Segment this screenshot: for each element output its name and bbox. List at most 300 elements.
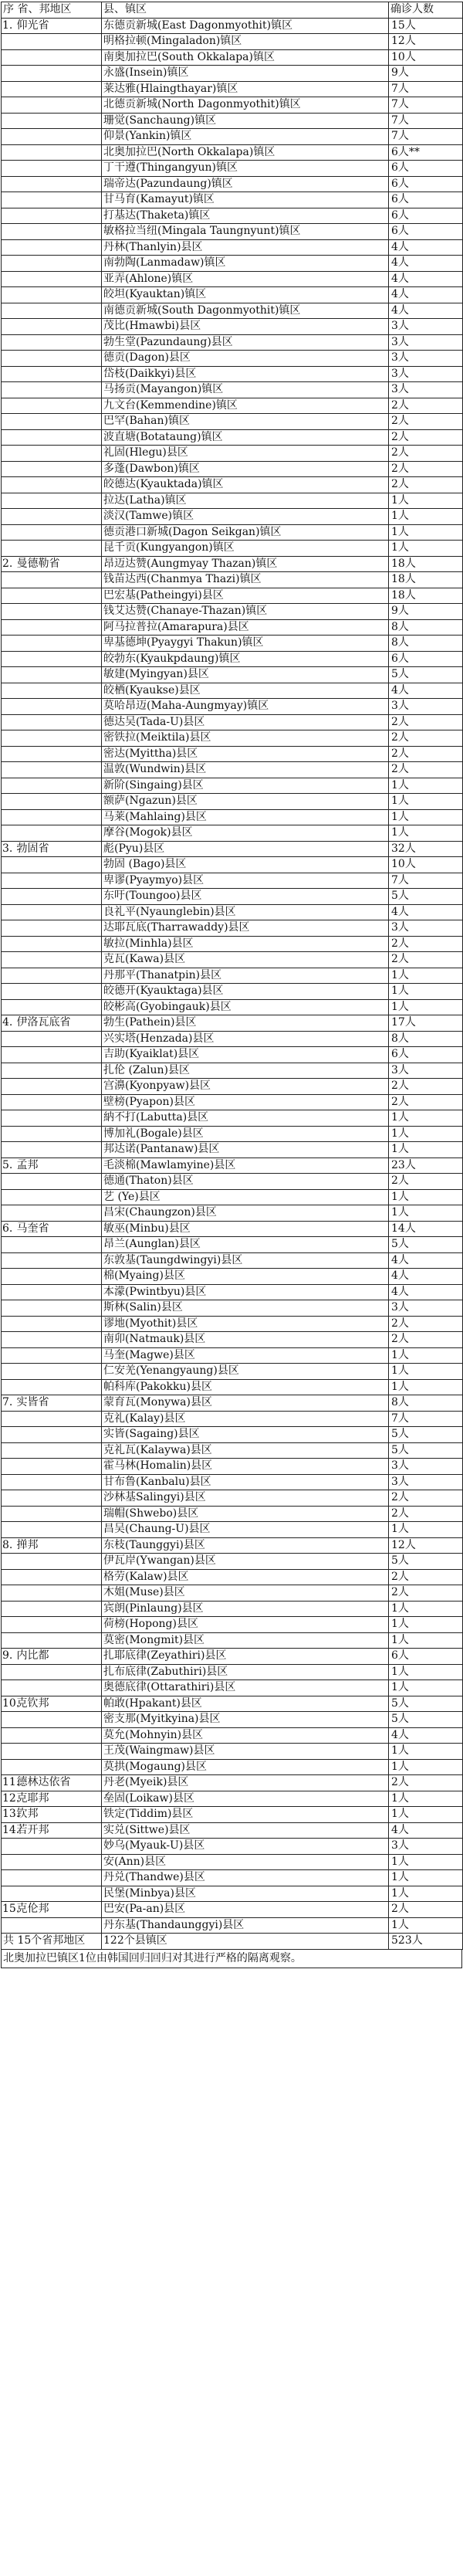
table-row xyxy=(2,493,463,509)
case-count: 1人 xyxy=(389,809,463,825)
province-name-empty xyxy=(15,968,102,984)
total-label: 共 15个省邦地区 xyxy=(2,1934,102,1950)
township-name: 南卯(Natmauk)县区 xyxy=(102,1332,389,1348)
case-count: 3人 xyxy=(389,920,463,937)
case-count: 5人 xyxy=(389,889,463,905)
province-name: 掸邦 xyxy=(15,1537,102,1554)
township-name: 东枝(Taunggyi)县区 xyxy=(102,1537,389,1554)
township-name: 宫濞(Kyonpyaw)县区 xyxy=(102,1079,389,1095)
table-row xyxy=(2,651,463,667)
province-name-empty xyxy=(15,651,102,667)
township-name: 钱艾达赞(Chanaye-Thazan)镇区 xyxy=(102,604,389,620)
table-row xyxy=(2,1063,463,1079)
case-count: 2人 xyxy=(389,429,463,446)
township-name: 莫哈昂迈(Maha-Aungmyay)镇区 xyxy=(102,699,389,715)
province-name-empty xyxy=(15,49,102,66)
case-count: 7人 xyxy=(389,873,463,889)
province-name-empty xyxy=(15,477,102,493)
province-index: 2. xyxy=(2,556,15,572)
township-name: 伊瓦岸(Ywangan)县区 xyxy=(102,1554,389,1570)
province-name: 钦邦 xyxy=(15,1807,102,1823)
township-name: 阿马拉普拉(Amarapura)县区 xyxy=(102,619,389,636)
province-index-empty xyxy=(2,161,15,177)
township-name: 博加礼(Bogale)县区 xyxy=(102,1126,389,1142)
table-row xyxy=(2,1791,463,1807)
table-row xyxy=(2,1379,463,1395)
province-name-empty xyxy=(15,81,102,97)
province-name-empty xyxy=(15,1142,102,1158)
province-name-empty xyxy=(15,208,102,224)
header-province-label: 省、邦地区 xyxy=(17,3,72,15)
township-name: 扎布底律(Zabuthiri)县区 xyxy=(102,1664,389,1680)
table-row xyxy=(2,857,463,873)
table-row xyxy=(2,414,463,430)
province-name: 若开邦 xyxy=(15,1822,102,1839)
cases-table xyxy=(1,2,463,1950)
township-name: 东德贡新城(East Dagonmyothit)镇区 xyxy=(102,18,389,34)
township-name: 礼固(Hlegu)县区 xyxy=(102,446,389,462)
province-index-empty xyxy=(2,999,15,1015)
province-index-empty xyxy=(2,667,15,683)
table-row xyxy=(2,509,463,525)
township-name: 彪(Pyu)县区 xyxy=(102,841,389,857)
township-name: 打基达(Thaketa)镇区 xyxy=(102,208,389,224)
province-name-empty xyxy=(15,1554,102,1570)
township-name: 南奥加拉巴(South Okkalapa)镇区 xyxy=(102,49,389,66)
province-index-empty xyxy=(2,794,15,810)
table-row xyxy=(2,1174,463,1190)
province-index-empty xyxy=(2,778,15,794)
province-name-empty xyxy=(15,1189,102,1205)
province-name-empty xyxy=(15,1269,102,1285)
township-name: 棉(Myaing)县区 xyxy=(102,1269,389,1285)
case-count: 7人 xyxy=(389,97,463,114)
province-index: 6. xyxy=(2,1221,15,1237)
table-row xyxy=(2,1490,463,1507)
township-name: 北奥加拉巴(North Okkalapa)镇区 xyxy=(102,144,389,161)
province-index-empty xyxy=(2,1269,15,1285)
case-count: 1人 xyxy=(389,999,463,1015)
province-name-empty xyxy=(15,541,102,557)
table-row xyxy=(2,1569,463,1585)
case-count: 1人 xyxy=(389,1205,463,1222)
township-name: 安(Ann)县区 xyxy=(102,1854,389,1870)
province-name-empty xyxy=(15,113,102,129)
province-name-empty xyxy=(15,1031,102,1047)
province-index-empty xyxy=(2,936,15,952)
table-row xyxy=(2,1142,463,1158)
province-name-empty xyxy=(15,1490,102,1507)
township-name: 垒固(Loikaw)县区 xyxy=(102,1791,389,1807)
table-row xyxy=(2,968,463,984)
table-row xyxy=(2,1316,463,1332)
case-count: 2人 xyxy=(389,762,463,778)
province-index-empty xyxy=(2,1617,15,1633)
province-index-empty xyxy=(2,1079,15,1095)
province-index-empty xyxy=(2,1063,15,1079)
table-row xyxy=(2,271,463,287)
table-row xyxy=(2,889,463,905)
province-index-empty xyxy=(2,429,15,446)
case-count: 5人 xyxy=(389,1554,463,1570)
township-name: 岱枝(Daikkyi)县区 xyxy=(102,366,389,382)
province-index-empty xyxy=(2,1189,15,1205)
province-index-empty xyxy=(2,572,15,588)
case-count: 5人 xyxy=(389,667,463,683)
table-row xyxy=(2,1221,463,1237)
township-name: 北德贡新城(North Dagonmyothit)镇区 xyxy=(102,97,389,114)
township-name: 妙乌(Myauk-U)县区 xyxy=(102,1839,389,1855)
province-index-empty xyxy=(2,636,15,652)
province-name: 实皆省 xyxy=(15,1395,102,1412)
table-row xyxy=(2,461,463,477)
table-row xyxy=(2,1759,463,1775)
township-name: 甘布鲁(Kanbalu)县区 xyxy=(102,1474,389,1490)
table-row xyxy=(2,730,463,747)
province-index-empty xyxy=(2,1094,15,1110)
table-row xyxy=(2,1664,463,1680)
province-index-empty xyxy=(2,1759,15,1775)
table-row xyxy=(2,1126,463,1142)
township-name: 敏巫(Minbu)县区 xyxy=(102,1221,389,1237)
province-index: 9. xyxy=(2,1649,15,1665)
province-name-empty xyxy=(15,1870,102,1886)
province-name-empty xyxy=(15,334,102,351)
township-name: 昂兰(Aunglan)县区 xyxy=(102,1237,389,1253)
province-index-empty xyxy=(2,524,15,541)
province-index-empty xyxy=(2,414,15,430)
province-name-empty xyxy=(15,256,102,272)
case-count: 1人 xyxy=(389,1617,463,1633)
table-body xyxy=(2,18,463,1949)
province-name-empty xyxy=(15,604,102,620)
province-name-empty xyxy=(15,1079,102,1095)
province-index: 7. xyxy=(2,1395,15,1412)
table-row xyxy=(2,144,463,161)
township-name: 巴安(Pa-an)县区 xyxy=(102,1902,389,1918)
province-index-empty xyxy=(2,1332,15,1348)
table-row xyxy=(2,351,463,367)
case-count: 4人 xyxy=(389,1269,463,1285)
case-count: 3人 xyxy=(389,319,463,335)
province-index-empty xyxy=(2,509,15,525)
province-name-empty xyxy=(15,239,102,256)
table-row xyxy=(2,1332,463,1348)
table-row xyxy=(2,1079,463,1095)
table-row xyxy=(2,1601,463,1617)
province-index-empty xyxy=(2,1110,15,1127)
province-index-empty xyxy=(2,968,15,984)
province-index-empty xyxy=(2,477,15,493)
case-count: 5人 xyxy=(389,1442,463,1459)
township-name: 丹老(Myeik)县区 xyxy=(102,1775,389,1791)
case-count: 6人 xyxy=(389,192,463,208)
province-name-empty xyxy=(15,414,102,430)
table-row xyxy=(2,1411,463,1427)
province-index-empty xyxy=(2,1316,15,1332)
table-row xyxy=(2,1680,463,1696)
province-index-empty xyxy=(2,319,15,335)
province-name-empty xyxy=(15,382,102,398)
table-row xyxy=(2,1506,463,1522)
province-index-empty xyxy=(2,1364,15,1380)
province-name-empty xyxy=(15,1205,102,1222)
township-name: 兴实塔(Henzada)县区 xyxy=(102,1031,389,1047)
province-index-empty xyxy=(2,351,15,367)
table-row xyxy=(2,208,463,224)
table-row xyxy=(2,1886,463,1902)
province-name-empty xyxy=(15,1759,102,1775)
case-count: 7人 xyxy=(389,113,463,129)
province-index-empty xyxy=(2,1411,15,1427)
case-count: 1人 xyxy=(389,1870,463,1886)
table-row xyxy=(2,1110,463,1127)
province-index-empty xyxy=(2,1554,15,1570)
case-count: 1人 xyxy=(389,1189,463,1205)
case-count: 1人 xyxy=(389,1126,463,1142)
township-name: 木姐(Muse)县区 xyxy=(102,1585,389,1602)
table-row xyxy=(2,1427,463,1443)
province-index: 3. xyxy=(2,841,15,857)
case-count: 1人 xyxy=(389,1347,463,1364)
table-row xyxy=(2,429,463,446)
province-index-empty xyxy=(2,1205,15,1222)
table-row xyxy=(2,746,463,762)
township-name: 瑞帝达(Pazundaung)镇区 xyxy=(102,176,389,192)
province-name-empty xyxy=(15,524,102,541)
province-index-empty xyxy=(2,604,15,620)
township-name: 邦达诺(Pantanaw)县区 xyxy=(102,1142,389,1158)
province-name-empty xyxy=(15,1585,102,1602)
province-index-empty xyxy=(2,541,15,557)
province-name-empty xyxy=(15,509,102,525)
province-index-empty xyxy=(2,1712,15,1728)
township-name: 马莱(Mahlaing)县区 xyxy=(102,809,389,825)
township-name: 南德贡新城(South Dagonmyothit)镇区 xyxy=(102,303,389,319)
province-name-empty xyxy=(15,1442,102,1459)
case-count: 6人 xyxy=(389,176,463,192)
township-name: 皎坦(Kyauktan)镇区 xyxy=(102,287,389,303)
province-name-empty xyxy=(15,1411,102,1427)
province-name-empty xyxy=(15,746,102,762)
table-row xyxy=(2,1094,463,1110)
case-count: 2人 xyxy=(389,1902,463,1918)
province-name-empty xyxy=(15,319,102,335)
province-index-empty xyxy=(2,176,15,192)
province-index-empty xyxy=(2,619,15,636)
township-name: 王茂(Waingmaw)县区 xyxy=(102,1744,389,1760)
township-name: 仰景(Yankin)镇区 xyxy=(102,129,389,145)
case-count: 2人 xyxy=(389,398,463,414)
table-row xyxy=(2,18,463,34)
province-name-empty xyxy=(15,857,102,873)
case-count: 3人 xyxy=(389,1300,463,1317)
township-name: 莫拱(Mogaung)县区 xyxy=(102,1759,389,1775)
footnote: 北奥加拉巴镇区1位由韩国回归回归对其进行严格的隔离观察。 xyxy=(1,1950,462,1968)
township-name: 皎栖(Kyaukse)县区 xyxy=(102,683,389,699)
table-row xyxy=(2,1252,463,1269)
province-name: 孟邦 xyxy=(15,1158,102,1174)
province-name-empty xyxy=(15,366,102,382)
case-count: 4人 xyxy=(389,1727,463,1744)
township-name: 温敦(Wundwin)县区 xyxy=(102,762,389,778)
table-row xyxy=(2,113,463,129)
table-row xyxy=(2,49,463,66)
province-index-empty xyxy=(2,1854,15,1870)
table-row xyxy=(2,161,463,177)
township-name: 勃固 (Bago)县区 xyxy=(102,857,389,873)
case-count: 8人 xyxy=(389,1395,463,1412)
table-row xyxy=(2,1870,463,1886)
province-name-empty xyxy=(15,1664,102,1680)
township-name: 宾朗(Pinlaung)县区 xyxy=(102,1601,389,1617)
township-name: 昌吴(Chaung-U)县区 xyxy=(102,1522,389,1538)
province-index-empty xyxy=(2,1522,15,1538)
province-index-empty xyxy=(2,239,15,256)
table-row xyxy=(2,366,463,382)
table-row xyxy=(2,81,463,97)
province-name-empty xyxy=(15,936,102,952)
township-name: 马扬贡(Mayangon)镇区 xyxy=(102,382,389,398)
township-name: 勃生(Pathein)县区 xyxy=(102,1015,389,1032)
township-name: 奥德底律(Ottarathiri)县区 xyxy=(102,1680,389,1696)
case-count: 1人 xyxy=(389,1110,463,1127)
table-row xyxy=(2,1364,463,1380)
province-name-empty xyxy=(15,446,102,462)
table-row xyxy=(2,1300,463,1317)
case-count: 14人 xyxy=(389,1221,463,1237)
province-index-empty xyxy=(2,334,15,351)
province-name-empty xyxy=(15,161,102,177)
province-index-empty xyxy=(2,1664,15,1680)
township-name: 密支那(Myitkyina)县区 xyxy=(102,1712,389,1728)
case-count: 1人 xyxy=(389,1759,463,1775)
province-name-empty xyxy=(15,1506,102,1522)
province-index-empty xyxy=(2,857,15,873)
province-name-empty xyxy=(15,303,102,319)
province-index-empty xyxy=(2,1569,15,1585)
province-name-empty xyxy=(15,825,102,842)
township-name: 皎勃东(Kyaukpdaung)镇区 xyxy=(102,651,389,667)
table-row xyxy=(2,904,463,920)
province-index-empty xyxy=(2,303,15,319)
table-row xyxy=(2,1158,463,1174)
table-row xyxy=(2,541,463,557)
case-count: 1人 xyxy=(389,1807,463,1823)
case-count: 5人 xyxy=(389,1237,463,1253)
province-name-empty xyxy=(15,1727,102,1744)
table-row xyxy=(2,382,463,398)
table-row xyxy=(2,1522,463,1538)
province-index-empty xyxy=(2,714,15,730)
township-name: 昆千贡(Kungyangon)镇区 xyxy=(102,541,389,557)
table-row xyxy=(2,794,463,810)
case-count: 1人 xyxy=(389,541,463,557)
township-name: 拉达(Latha)镇区 xyxy=(102,493,389,509)
table-row xyxy=(2,762,463,778)
province-index: 11. xyxy=(2,1775,15,1791)
township-name: 达耶瓦底(Tharrawaddy)县区 xyxy=(102,920,389,937)
table-row xyxy=(2,446,463,462)
table-row xyxy=(2,572,463,588)
province-index-empty xyxy=(2,1031,15,1047)
township-name: 霍马林(Homalin)县区 xyxy=(102,1459,389,1475)
case-count: 1人 xyxy=(389,1680,463,1696)
table-row xyxy=(2,667,463,683)
province-index-empty xyxy=(2,809,15,825)
table-row xyxy=(2,1395,463,1412)
township-name: 敏建(Myingyan)县区 xyxy=(102,667,389,683)
township-name: 马奎(Magwe)县区 xyxy=(102,1347,389,1364)
province-name-empty xyxy=(15,1712,102,1728)
province-index-empty xyxy=(2,1142,15,1158)
table-row xyxy=(2,1459,463,1475)
table-row xyxy=(2,66,463,82)
table-row xyxy=(2,97,463,114)
table-row xyxy=(2,714,463,730)
province-index-empty xyxy=(2,1300,15,1317)
province-index-empty xyxy=(2,1601,15,1617)
table-row xyxy=(2,1807,463,1823)
province-name-empty xyxy=(15,1617,102,1633)
table-row xyxy=(2,683,463,699)
case-count: 4人 xyxy=(389,239,463,256)
province-index-empty xyxy=(2,446,15,462)
table-row xyxy=(2,1917,463,1934)
case-count: 3人 xyxy=(389,699,463,715)
province-name-empty xyxy=(15,351,102,367)
table-row xyxy=(2,809,463,825)
case-count: 1人 xyxy=(389,1854,463,1870)
table-row xyxy=(2,287,463,303)
province-name-empty xyxy=(15,667,102,683)
province-name-empty xyxy=(15,1110,102,1127)
province-name-empty xyxy=(15,714,102,730)
header-count: 确诊人数 xyxy=(389,2,463,19)
province-index-empty xyxy=(2,224,15,240)
province-index-empty xyxy=(2,34,15,50)
case-count: 1人 xyxy=(389,984,463,1000)
province-name-empty xyxy=(15,1632,102,1649)
province-index-empty xyxy=(2,1917,15,1934)
province-name-empty xyxy=(15,1300,102,1317)
province-name-empty xyxy=(15,144,102,161)
province-index-empty xyxy=(2,588,15,604)
table-row xyxy=(2,524,463,541)
province-name-empty xyxy=(15,97,102,114)
case-count: 3人 xyxy=(389,366,463,382)
province-index-empty xyxy=(2,1839,15,1855)
province-name-empty xyxy=(15,1252,102,1269)
province-name-empty xyxy=(15,889,102,905)
case-count: 2人 xyxy=(389,414,463,430)
province-index-empty xyxy=(2,889,15,905)
province-name-empty xyxy=(15,1174,102,1190)
township-name: 扎耶底律(Zeyathiri)县区 xyxy=(102,1649,389,1665)
province-name-empty xyxy=(15,1854,102,1870)
province-index: 8. xyxy=(2,1537,15,1554)
case-count: 2人 xyxy=(389,746,463,762)
province-name-empty xyxy=(15,461,102,477)
table-row xyxy=(2,477,463,493)
province-index-empty xyxy=(2,113,15,129)
table-row xyxy=(2,1854,463,1870)
province-index-empty xyxy=(2,493,15,509)
table-row xyxy=(2,1712,463,1728)
table-row xyxy=(2,303,463,319)
total-count: 523人 xyxy=(389,1934,463,1950)
table-row xyxy=(2,1474,463,1490)
